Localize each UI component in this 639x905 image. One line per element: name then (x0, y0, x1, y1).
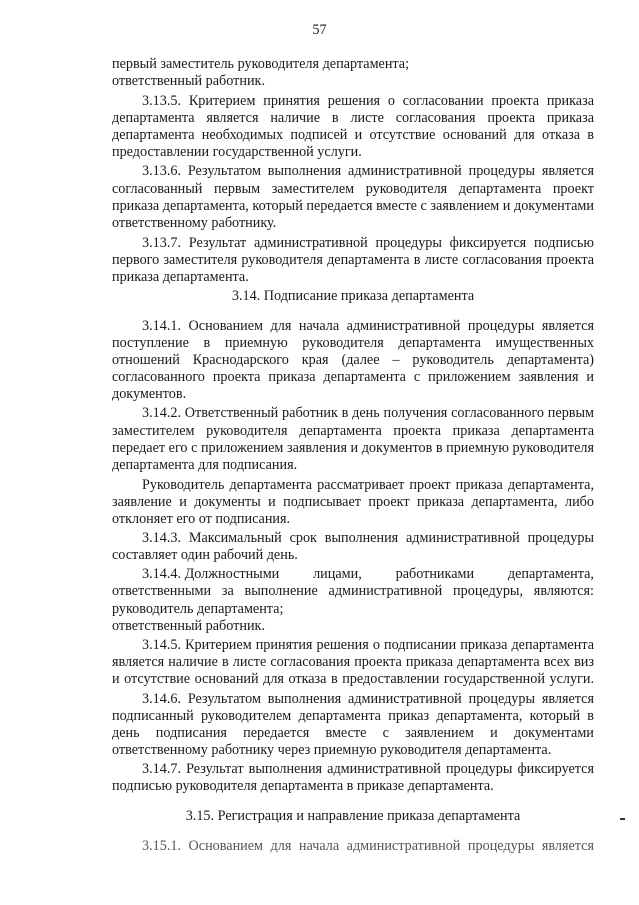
text-line: приказа департамента, который передается вместе с заявлением и документами (112, 198, 594, 214)
word: заявлением (405, 725, 474, 741)
text-line: ответственному работнику через приемную руководителя департамента. (112, 742, 552, 758)
word: вместе (325, 725, 367, 741)
text-line: согласованного проекта приказа департамента с приложением заявления и (112, 369, 594, 385)
margin-mark (620, 818, 625, 820)
paragraph-3-13-5: 3.13.5. Критерием принятия решения о согласовании проекта приказа (142, 93, 594, 109)
paragraph-3-14-1: 3.14.1. Основанием для начала административной процедуры является (142, 318, 594, 334)
paragraph-3-13-7: 3.13.7. Результат административной процедуры фиксируется подписью (142, 235, 594, 251)
text-line: первый заместитель руководителя департамента; (112, 56, 410, 72)
word: департамента, (507, 566, 594, 582)
text-line: предоставлении государственной услуги. (112, 144, 362, 160)
word: лицами, (313, 566, 362, 582)
text-line: заместителем руководителя департамента проекта приказа департамента (112, 423, 594, 439)
word: 3.14.4. Должностными (142, 566, 280, 582)
text-line: документов. (112, 386, 187, 402)
paragraph-director: Руководитель департамента рассматривает проект приказа департамента, (142, 477, 594, 493)
text-line: ответственному работнику. (112, 215, 277, 231)
paragraph-3-14-5: 3.14.5. Критерием принятия решения о подписании приказа департамента (142, 637, 594, 653)
text-line: и отсутствие оснований для отказа в предоставлении государственной услуги. (112, 671, 594, 687)
word: подписания (155, 725, 227, 741)
word: с (382, 725, 389, 741)
word: работниками (395, 566, 475, 582)
text-line: ответственный работник. (112, 73, 266, 89)
text-line: согласованный первым заместителем руководителя департамента проект (112, 181, 594, 197)
text-line: составляет один рабочий день. (112, 547, 298, 563)
text-line: департамента является наличие в листе согласования проекта приказа (112, 110, 594, 126)
text-line: является наличие в листе согласования проекта приказа департамента всех виз (112, 654, 594, 670)
page-number: 57 (312, 22, 327, 38)
text-line: ответственный работник. (112, 618, 266, 634)
section-heading-3-14: 3.14. Подписание приказа департамента (231, 288, 475, 304)
paragraph-3-14-4 (142, 566, 594, 583)
paragraph-3-14-7: 3.14.7. Результат выполнения административной процедуры фиксируется (142, 761, 594, 777)
text-line: руководитель департамента; (112, 601, 284, 617)
text-line: департамента для подписания. (112, 457, 298, 473)
text-line: передает его с приложением заявления и документов в приемную руководителя (112, 440, 594, 456)
text-line: заявление и документы и подписывает проект приказа департамента, либо (112, 494, 594, 510)
word: документами (513, 725, 594, 741)
text-line: подписанный руководителем департамента приказ департамента, который в (112, 708, 594, 724)
paragraph-3-13-6: 3.13.6. Результатом выполнения административной процедуры является (142, 163, 594, 179)
paragraph-3-14-6: 3.14.6. Результатом выполнения административной процедуры является (142, 691, 594, 707)
text-line: первого заместителя руководителя департамента в листе согласования проекта (112, 252, 594, 268)
paragraph-3-15-1: 3.15.1. Основанием для начала административной процедуры является (142, 838, 594, 854)
paragraph-3-14-2: 3.14.2. Ответственный работник в день получения согласованного первым (142, 405, 594, 421)
paragraph-3-14-3: 3.14.3. Максимальный срок выполнения административной процедуры (142, 530, 594, 546)
text-line: поступление в приемную руководителя департамента имущественных (112, 335, 594, 351)
word: и (490, 725, 498, 741)
text-line: департамента необходимых подписей и отсутствие оснований для отказа в (112, 127, 594, 143)
word: день (112, 725, 140, 741)
text-line: отношений Краснодарского края (далее – руководитель департамента) (112, 352, 594, 368)
text-line: подписью руководителя департамента в приказе департамента. (112, 778, 494, 794)
text-line-spaced (112, 725, 594, 742)
text-line: ответственными за выполнение административной процедуры, являются: (112, 583, 594, 599)
text-line: приказа департамента. (112, 269, 249, 285)
text-line: отклоняет его от подписания. (112, 511, 291, 527)
section-heading-3-15: 3.15. Регистрация и направление приказа департамента (185, 808, 521, 824)
word: передается (243, 725, 310, 741)
